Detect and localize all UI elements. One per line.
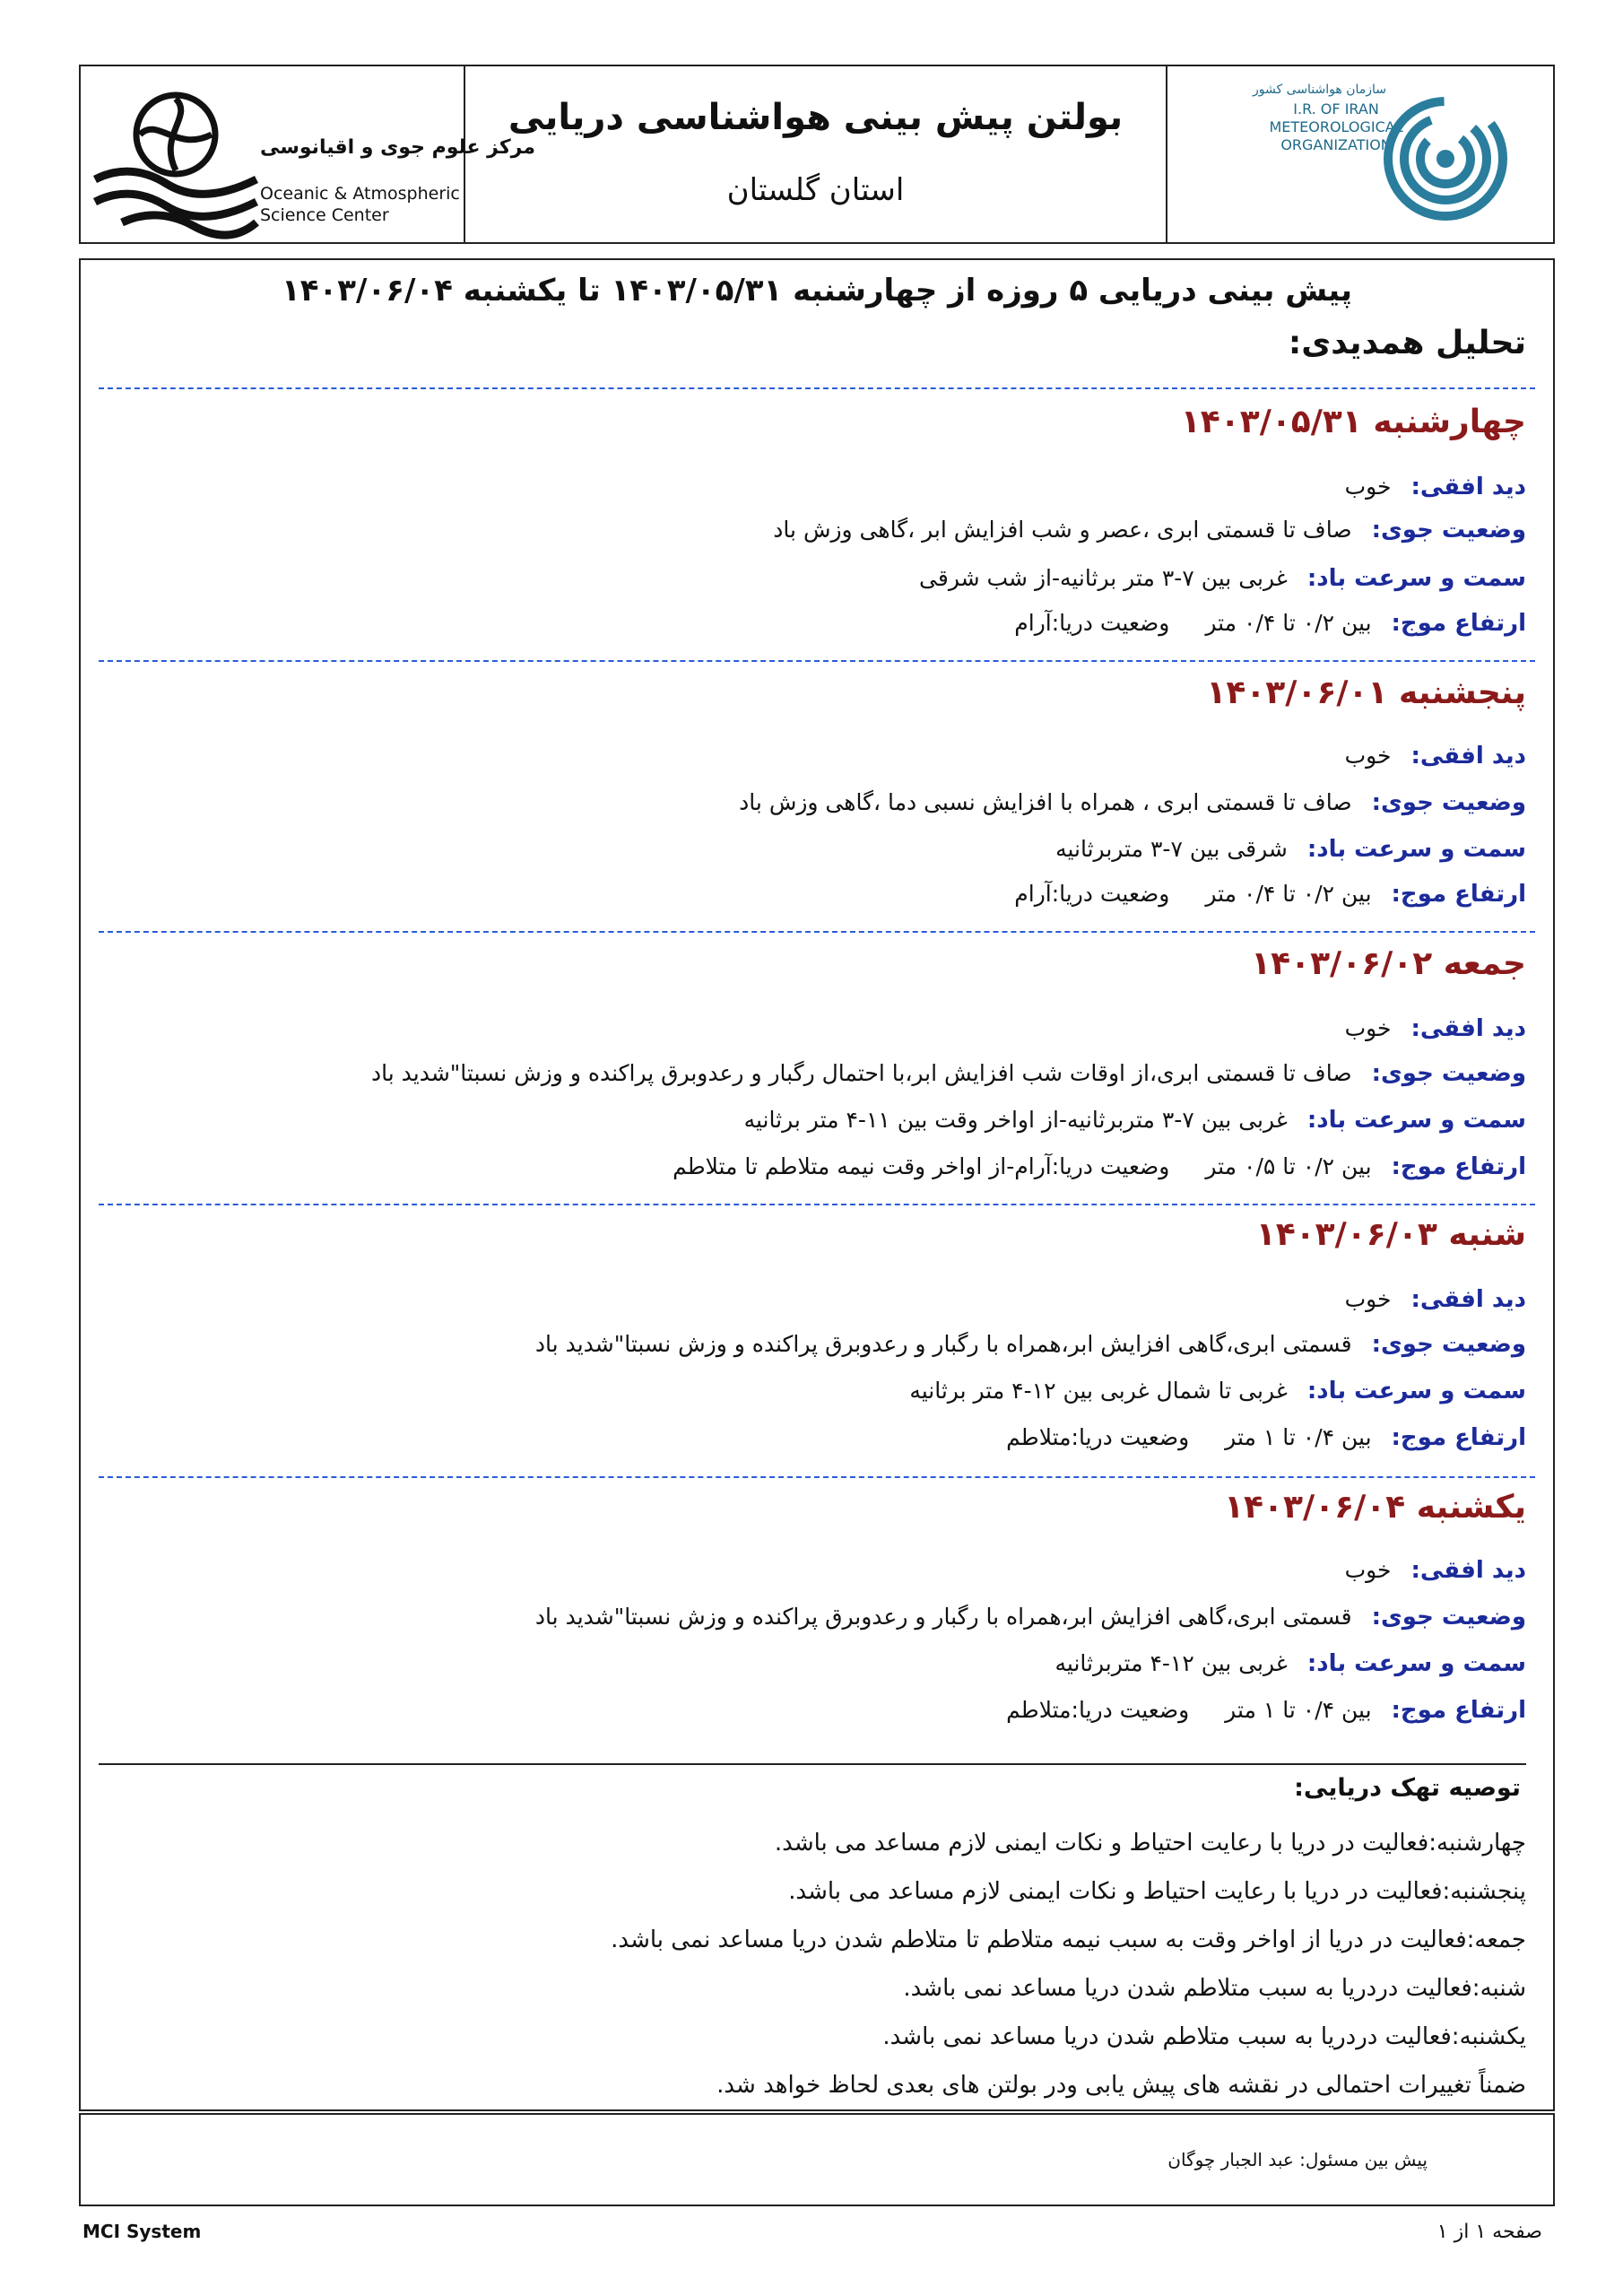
advisory-line: پنجشنبه:فعالیت در دریا با رعایت احتیاط و نکات ایمنی لازم مساعد می باشد. (788, 1878, 1526, 1905)
wind-row (919, 565, 1526, 592)
wind-value: شرقی بین ۷-۳ متربرثانیه (1055, 836, 1288, 862)
weather-value: صاف تا قسمتی ابری،از اوقات شب افزایش ابر،با احتمال رگبار و رعدوبرق پراکنده و وزش نسبتا"شدید باد (371, 1060, 1352, 1086)
divider-line (99, 1204, 1535, 1205)
wave-value: بین ۰/۲ تا ۰/۴ متر (1205, 881, 1372, 907)
day-heading: شنبه ۱۴۰۳/۰۶/۰۳ (1255, 1216, 1526, 1253)
advisory-line: شنبه:فعالیت دردریا به سبب متلاطم شدن دریا مساعد نمی باشد. (903, 1975, 1526, 2002)
header-title-cell (465, 66, 1167, 242)
irimo-name-en: I.R. OF IRAN METEOROLOGICAL ORGANIZATION (1269, 100, 1403, 153)
visibility-label: دید افقی: (1410, 1015, 1526, 1042)
wind-label: سمت و سرعت باد: (1306, 1378, 1526, 1405)
irimo-logo-icon (1378, 91, 1513, 226)
wind-label: سمت و سرعت باد: (1306, 1650, 1526, 1677)
bulletin-title: بولتن پیش بینی هواشناسی دریایی (508, 97, 1124, 138)
weather-row (371, 1060, 1526, 1087)
weather-row (535, 1331, 1526, 1358)
divider-line (99, 660, 1535, 662)
weather-label: وضعیت جوی: (1371, 517, 1526, 544)
wave-label: ارتفاع موج: (1391, 1424, 1526, 1451)
wave-label: ارتفاع موج: (1391, 881, 1526, 908)
day-heading: جمعه ۱۴۰۳/۰۶/۰۲ (1251, 945, 1526, 982)
wave-value: بین ۰/۲ تا ۰/۵ متر (1205, 1153, 1372, 1179)
wind-row (1055, 1650, 1526, 1677)
irimo-logo-cell (1167, 66, 1553, 242)
irimo-name-fa: سازمان هواشناسی کشور (1253, 83, 1387, 97)
forecast-box (79, 258, 1555, 2111)
advisory-line: چهارشنبه:فعالیت در دریا با رعایت احتیاط و نکات ایمنی لازم مساعد می باشد. (774, 1830, 1526, 1857)
wave-label: ارتفاع موج: (1391, 1153, 1526, 1180)
wave-value: بین ۰/۴ تا ۱ متر (1225, 1697, 1372, 1723)
wave-row (1006, 1697, 1526, 1724)
forecast-title: پیش بینی دریایی ۵ روزه از چهارشنبه ۱۴۰۳/۰۵/۳۱ تا یکشنبه ۱۴۰۳/۰۶/۰۴ (282, 273, 1352, 309)
weather-value: صاف تا قسمتی ابری ، همراه با افزایش نسبی دما ،گاهی وزش باد (739, 789, 1352, 815)
advisory-line: یکشنبه:فعالیت دردریا به سبب متلاطم شدن دریا مساعد نمی باشد. (882, 2023, 1526, 2050)
province-name: استان گلستان (726, 172, 905, 208)
visibility-value: خوب (1344, 474, 1392, 500)
visibility-row (1345, 743, 1526, 770)
wind-row (1055, 836, 1526, 863)
advisory-line: جمعه:فعالیت در دریا از اواخر وقت به سبب نیمه متلاطم تا متلاطم شدن دریا مساعد نمی باشد. (611, 1926, 1526, 1953)
page-number: صفحه ۱ از ۱ (1436, 2221, 1542, 2243)
sea-state-value: وضعیت دریا:آرام-از اواخر وقت نیمه متلاطم تا متلاطم (673, 1153, 1170, 1179)
day-heading: یکشنبه ۱۴۰۳/۰۶/۰۴ (1224, 1489, 1526, 1526)
visibility-value: خوب (1344, 1557, 1392, 1583)
oasc-logo-icon (86, 72, 265, 242)
wind-value: غربی بین ۷-۳ متر برثانیه-از شب شرقی (919, 565, 1288, 591)
weather-label: وضعیت جوی: (1371, 1060, 1526, 1087)
advisory-title: توصیه تهک دریایی: (1294, 1774, 1521, 1802)
synoptic-heading: تحلیل همدیدی: (1288, 325, 1526, 361)
wind-label: سمت و سرعت باد: (1306, 836, 1526, 863)
divider-line (99, 931, 1535, 933)
weather-value: قسمتی ابری،گاهی افزایش ابر،همراه با رگبار و رعدوبرق پراکنده و وزش نسبتا"شدید باد (534, 1331, 1352, 1357)
wind-value: غربی بین ۷-۳ متربرثانیه-از اواخر وقت بین ۱۱-۴ متر برثانیه (743, 1107, 1288, 1133)
day-heading: چهارشنبه ۱۴۰۳/۰۵/۳۱ (1180, 404, 1526, 440)
wind-row (909, 1378, 1526, 1405)
weather-value: صاف تا قسمتی ابری ،عصر و شب افزایش ابر ،گاهی وزش باد (773, 517, 1352, 543)
wave-label: ارتفاع موج: (1391, 610, 1526, 637)
visibility-row (1345, 1286, 1526, 1313)
visibility-label: دید افقی: (1410, 743, 1526, 770)
sea-state-value: وضعیت دریا:متلاطم (1006, 1697, 1190, 1723)
sea-state-value: وضعیت دریا:آرام (1014, 881, 1170, 907)
weather-row (739, 789, 1526, 816)
wave-value: بین ۰/۴ تا ۱ متر (1225, 1424, 1372, 1450)
oasc-name-fa: مرکز علوم جوی و اقیانوسی (260, 136, 535, 159)
wave-row (1014, 881, 1526, 908)
divider-line (99, 1476, 1535, 1478)
wind-row (744, 1107, 1526, 1134)
weather-value: قسمتی ابری،گاهی افزایش ابر،همراه با رگبار و رعدوبرق پراکنده و وزش نسبتا"شدید باد (534, 1604, 1352, 1630)
visibility-value: خوب (1344, 1286, 1392, 1312)
divider-line (99, 387, 1535, 389)
advisory-divider (99, 1763, 1526, 1765)
visibility-value: خوب (1344, 1015, 1392, 1041)
signature-box (79, 2113, 1555, 2206)
wave-row (673, 1153, 1526, 1180)
visibility-label: دید افقی: (1410, 474, 1526, 500)
visibility-row (1345, 474, 1526, 500)
oasc-name-en: Oceanic & Atmospheric Science Center (260, 184, 460, 225)
wind-label: سمت و سرعت باد: (1306, 1107, 1526, 1134)
sea-state-value: وضعیت دریا:آرام (1014, 610, 1170, 636)
wave-value: بین ۰/۲ تا ۰/۴ متر (1205, 610, 1372, 636)
visibility-label: دید افقی: (1410, 1286, 1526, 1313)
weather-label: وضعیت جوی: (1371, 1331, 1526, 1358)
visibility-row (1345, 1557, 1526, 1584)
weather-label: وضعیت جوی: (1371, 1604, 1526, 1631)
oasc-logo-cell (81, 66, 535, 242)
wave-row (1014, 610, 1526, 637)
forecaster-name: پیش بین مسئول: عبد الجبار چوگان (1167, 2149, 1428, 2170)
wave-label: ارتفاع موج: (1391, 1697, 1526, 1724)
advisory-line: ضمناً تغییرات احتمالی در نقشه های پیش یابی ودر بولتن های بعدی لحاظ خواهد شد. (716, 2072, 1526, 2099)
weather-row (535, 1604, 1526, 1631)
header-box (79, 65, 1555, 244)
weather-label: وضعیت جوی: (1371, 789, 1526, 816)
visibility-label: دید افقی: (1410, 1557, 1526, 1584)
visibility-row (1345, 1015, 1526, 1042)
wind-value: غربی بین ۱۲-۴ متربرثانیه (1055, 1650, 1288, 1676)
day-heading: پنجشنبه ۱۴۰۳/۰۶/۰۱ (1206, 674, 1526, 711)
system-name: MCI System (82, 2221, 202, 2242)
wind-label: سمت و سرعت باد: (1306, 565, 1526, 592)
wave-row (1006, 1424, 1526, 1451)
visibility-value: خوب (1344, 743, 1392, 769)
wind-value: غربی تا شمال غربی بین ۱۲-۴ متر برثانیه (909, 1378, 1288, 1404)
sea-state-value: وضعیت دریا:متلاطم (1006, 1424, 1190, 1450)
weather-row (773, 517, 1526, 544)
